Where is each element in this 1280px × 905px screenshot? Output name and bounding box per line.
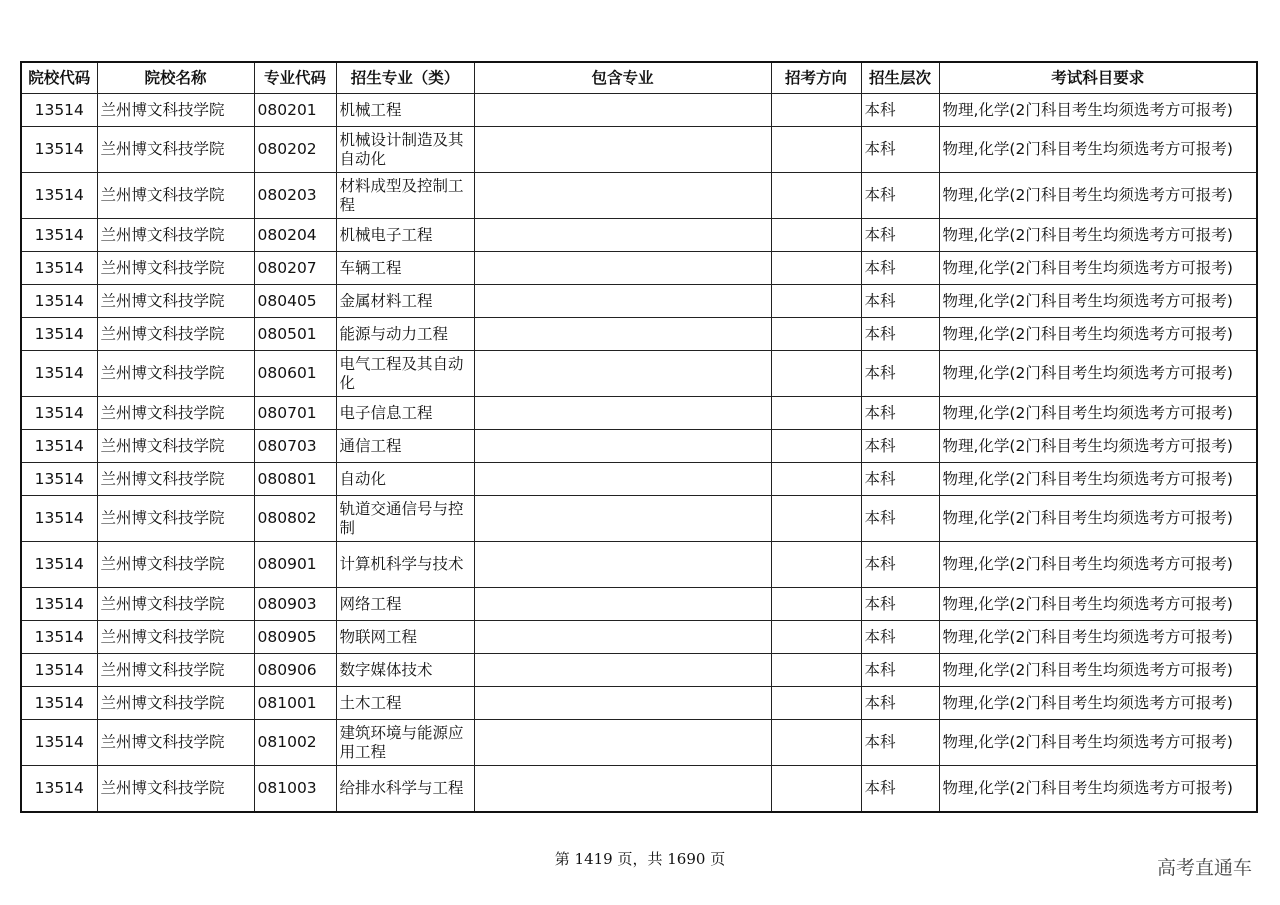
cell-included-majors <box>474 463 771 496</box>
cell-major: 机械设计制造及其自动化 <box>336 127 474 173</box>
cell-subject-requirements: 物理,化学(2门科目考生均须选考方可报考) <box>939 687 1257 720</box>
cell-direction <box>771 766 861 813</box>
cell-major: 数字媒体技术 <box>336 654 474 687</box>
cell-subject-requirements: 物理,化学(2门科目考生均须选考方可报考) <box>939 496 1257 542</box>
cell-subject-requirements: 物理,化学(2门科目考生均须选考方可报考) <box>939 219 1257 252</box>
cell-direction <box>771 588 861 621</box>
cell-subject-requirements: 物理,化学(2门科目考生均须选考方可报考) <box>939 173 1257 219</box>
cell-included-majors <box>474 397 771 430</box>
cell-major-code: 080201 <box>254 94 336 127</box>
cell-level: 本科 <box>861 318 939 351</box>
table-row <box>21 351 1257 397</box>
cell-major-code: 080801 <box>254 463 336 496</box>
table-row <box>21 318 1257 351</box>
cell-school-code: 13514 <box>21 588 97 621</box>
cell-major-code: 080703 <box>254 430 336 463</box>
cell-school-code: 13514 <box>21 496 97 542</box>
cell-major: 通信工程 <box>336 430 474 463</box>
cell-subject-requirements: 物理,化学(2门科目考生均须选考方可报考) <box>939 127 1257 173</box>
cell-major-code: 080202 <box>254 127 336 173</box>
cell-school-name: 兰州博文科技学院 <box>97 351 254 397</box>
cell-major: 轨道交通信号与控制 <box>336 496 474 542</box>
cell-subject-requirements: 物理,化学(2门科目考生均须选考方可报考) <box>939 766 1257 813</box>
cell-school-name: 兰州博文科技学院 <box>97 720 254 766</box>
page-number: 第 1419 页，共 1690 页 <box>554 850 726 868</box>
cell-direction <box>771 127 861 173</box>
cell-major: 机械电子工程 <box>336 219 474 252</box>
table-row <box>21 285 1257 318</box>
cell-included-majors <box>474 542 771 588</box>
table-row <box>21 588 1257 621</box>
cell-included-majors <box>474 127 771 173</box>
table-row <box>21 463 1257 496</box>
admissions-table <box>20 61 1258 813</box>
cell-major-code: 080501 <box>254 318 336 351</box>
cell-major: 电气工程及其自动化 <box>336 351 474 397</box>
cell-school-code: 13514 <box>21 542 97 588</box>
cell-subject-requirements: 物理,化学(2门科目考生均须选考方可报考) <box>939 397 1257 430</box>
cell-major-code: 080204 <box>254 219 336 252</box>
table-row <box>21 720 1257 766</box>
cell-included-majors <box>474 588 771 621</box>
cell-school-code: 13514 <box>21 687 97 720</box>
cell-level: 本科 <box>861 720 939 766</box>
cell-direction <box>771 252 861 285</box>
cell-level: 本科 <box>861 127 939 173</box>
cell-level: 本科 <box>861 463 939 496</box>
cell-subject-requirements: 物理,化学(2门科目考生均须选考方可报考) <box>939 463 1257 496</box>
cell-major: 计算机科学与技术 <box>336 542 474 588</box>
cell-major-code: 080906 <box>254 654 336 687</box>
cell-level: 本科 <box>861 252 939 285</box>
header-level: 招生层次 <box>861 62 939 94</box>
cell-school-name: 兰州博文科技学院 <box>97 766 254 813</box>
cell-direction <box>771 285 861 318</box>
cell-subject-requirements: 物理,化学(2门科目考生均须选考方可报考) <box>939 252 1257 285</box>
cell-major: 车辆工程 <box>336 252 474 285</box>
cell-direction <box>771 654 861 687</box>
cell-subject-requirements: 物理,化学(2门科目考生均须选考方可报考) <box>939 588 1257 621</box>
cell-major-code: 081002 <box>254 720 336 766</box>
cell-direction <box>771 318 861 351</box>
cell-included-majors <box>474 687 771 720</box>
cell-school-name: 兰州博文科技学院 <box>97 430 254 463</box>
cell-major: 材料成型及控制工程 <box>336 173 474 219</box>
cell-included-majors <box>474 318 771 351</box>
cell-included-majors <box>474 430 771 463</box>
cell-direction <box>771 496 861 542</box>
cell-level: 本科 <box>861 285 939 318</box>
cell-major: 给排水科学与工程 <box>336 766 474 813</box>
cell-school-code: 13514 <box>21 351 97 397</box>
cell-major-code: 080207 <box>254 252 336 285</box>
cell-school-name: 兰州博文科技学院 <box>97 94 254 127</box>
cell-direction <box>771 173 861 219</box>
cell-level: 本科 <box>861 397 939 430</box>
cell-major: 自动化 <box>336 463 474 496</box>
cell-direction <box>771 542 861 588</box>
cell-included-majors <box>474 285 771 318</box>
header-included-majors: 包含专业 <box>474 62 771 94</box>
cell-direction <box>771 397 861 430</box>
cell-school-name: 兰州博文科技学院 <box>97 496 254 542</box>
table-row <box>21 496 1257 542</box>
cell-direction <box>771 219 861 252</box>
cell-level: 本科 <box>861 766 939 813</box>
table-row <box>21 173 1257 219</box>
table-body <box>21 94 1257 813</box>
table-row <box>21 94 1257 127</box>
cell-included-majors <box>474 219 771 252</box>
cell-school-name: 兰州博文科技学院 <box>97 542 254 588</box>
cell-major-code: 080701 <box>254 397 336 430</box>
cell-direction <box>771 351 861 397</box>
cell-major-code: 081003 <box>254 766 336 813</box>
cell-major: 能源与动力工程 <box>336 318 474 351</box>
header-direction: 招考方向 <box>771 62 861 94</box>
cell-major-code: 080901 <box>254 542 336 588</box>
table-row <box>21 127 1257 173</box>
cell-subject-requirements: 物理,化学(2门科目考生均须选考方可报考) <box>939 542 1257 588</box>
cell-school-name: 兰州博文科技学院 <box>97 588 254 621</box>
cell-included-majors <box>474 252 771 285</box>
cell-level: 本科 <box>861 588 939 621</box>
table-row <box>21 430 1257 463</box>
table-row <box>21 397 1257 430</box>
cell-included-majors <box>474 621 771 654</box>
cell-school-name: 兰州博文科技学院 <box>97 173 254 219</box>
table-header-row <box>21 62 1257 94</box>
cell-major-code: 080203 <box>254 173 336 219</box>
cell-major-code: 080405 <box>254 285 336 318</box>
cell-subject-requirements: 物理,化学(2门科目考生均须选考方可报考) <box>939 621 1257 654</box>
cell-school-code: 13514 <box>21 720 97 766</box>
cell-major-code: 080905 <box>254 621 336 654</box>
header-school-code: 院校代码 <box>21 62 97 94</box>
cell-direction <box>771 720 861 766</box>
cell-level: 本科 <box>861 173 939 219</box>
cell-level: 本科 <box>861 496 939 542</box>
table-row <box>21 252 1257 285</box>
cell-subject-requirements: 物理,化学(2门科目考生均须选考方可报考) <box>939 94 1257 127</box>
cell-school-code: 13514 <box>21 621 97 654</box>
cell-direction <box>771 430 861 463</box>
cell-school-name: 兰州博文科技学院 <box>97 463 254 496</box>
cell-level: 本科 <box>861 687 939 720</box>
cell-level: 本科 <box>861 654 939 687</box>
cell-subject-requirements: 物理,化学(2门科目考生均须选考方可报考) <box>939 430 1257 463</box>
cell-direction <box>771 687 861 720</box>
cell-school-name: 兰州博文科技学院 <box>97 621 254 654</box>
cell-subject-requirements: 物理,化学(2门科目考生均须选考方可报考) <box>939 285 1257 318</box>
cell-direction <box>771 94 861 127</box>
cell-school-code: 13514 <box>21 285 97 318</box>
cell-school-name: 兰州博文科技学院 <box>97 397 254 430</box>
cell-school-code: 13514 <box>21 219 97 252</box>
cell-major-code: 080802 <box>254 496 336 542</box>
cell-subject-requirements: 物理,化学(2门科目考生均须选考方可报考) <box>939 351 1257 397</box>
cell-direction <box>771 621 861 654</box>
cell-major: 物联网工程 <box>336 621 474 654</box>
cell-subject-requirements: 物理,化学(2门科目考生均须选考方可报考) <box>939 654 1257 687</box>
cell-included-majors <box>474 654 771 687</box>
table-row <box>21 219 1257 252</box>
cell-level: 本科 <box>861 351 939 397</box>
header-school-name: 院校名称 <box>97 62 254 94</box>
cell-subject-requirements: 物理,化学(2门科目考生均须选考方可报考) <box>939 318 1257 351</box>
cell-included-majors <box>474 94 771 127</box>
table-row <box>21 621 1257 654</box>
cell-included-majors <box>474 351 771 397</box>
cell-level: 本科 <box>861 621 939 654</box>
cell-subject-requirements: 物理,化学(2门科目考生均须选考方可报考) <box>939 720 1257 766</box>
cell-school-code: 13514 <box>21 173 97 219</box>
cell-major: 建筑环境与能源应用工程 <box>336 720 474 766</box>
cell-level: 本科 <box>861 430 939 463</box>
cell-major: 金属材料工程 <box>336 285 474 318</box>
table-row <box>21 766 1257 813</box>
cell-major: 电子信息工程 <box>336 397 474 430</box>
cell-major: 机械工程 <box>336 94 474 127</box>
cell-school-name: 兰州博文科技学院 <box>97 285 254 318</box>
cell-major-code: 080903 <box>254 588 336 621</box>
table-row <box>21 542 1257 588</box>
cell-major-code: 081001 <box>254 687 336 720</box>
header-major-code: 专业代码 <box>254 62 336 94</box>
cell-level: 本科 <box>861 542 939 588</box>
cell-school-name: 兰州博文科技学院 <box>97 318 254 351</box>
cell-major: 土木工程 <box>336 687 474 720</box>
table-row <box>21 687 1257 720</box>
cell-school-code: 13514 <box>21 463 97 496</box>
cell-school-code: 13514 <box>21 252 97 285</box>
table-row <box>21 654 1257 687</box>
header-major: 招生专业（类） <box>336 62 474 94</box>
cell-school-code: 13514 <box>21 94 97 127</box>
cell-included-majors <box>474 720 771 766</box>
cell-school-name: 兰州博文科技学院 <box>97 654 254 687</box>
cell-level: 本科 <box>861 219 939 252</box>
watermark: 高考直通车 <box>1156 857 1252 879</box>
cell-school-code: 13514 <box>21 127 97 173</box>
cell-school-name: 兰州博文科技学院 <box>97 252 254 285</box>
cell-school-name: 兰州博文科技学院 <box>97 219 254 252</box>
cell-school-name: 兰州博文科技学院 <box>97 687 254 720</box>
cell-school-code: 13514 <box>21 654 97 687</box>
cell-school-code: 13514 <box>21 318 97 351</box>
cell-school-code: 13514 <box>21 766 97 813</box>
cell-included-majors <box>474 173 771 219</box>
cell-level: 本科 <box>861 94 939 127</box>
cell-direction <box>771 463 861 496</box>
cell-major: 网络工程 <box>336 588 474 621</box>
header-subject-requirements: 考试科目要求 <box>939 62 1257 94</box>
cell-major-code: 080601 <box>254 351 336 397</box>
cell-school-code: 13514 <box>21 430 97 463</box>
cell-school-name: 兰州博文科技学院 <box>97 127 254 173</box>
cell-included-majors <box>474 766 771 813</box>
cell-school-code: 13514 <box>21 397 97 430</box>
cell-included-majors <box>474 496 771 542</box>
